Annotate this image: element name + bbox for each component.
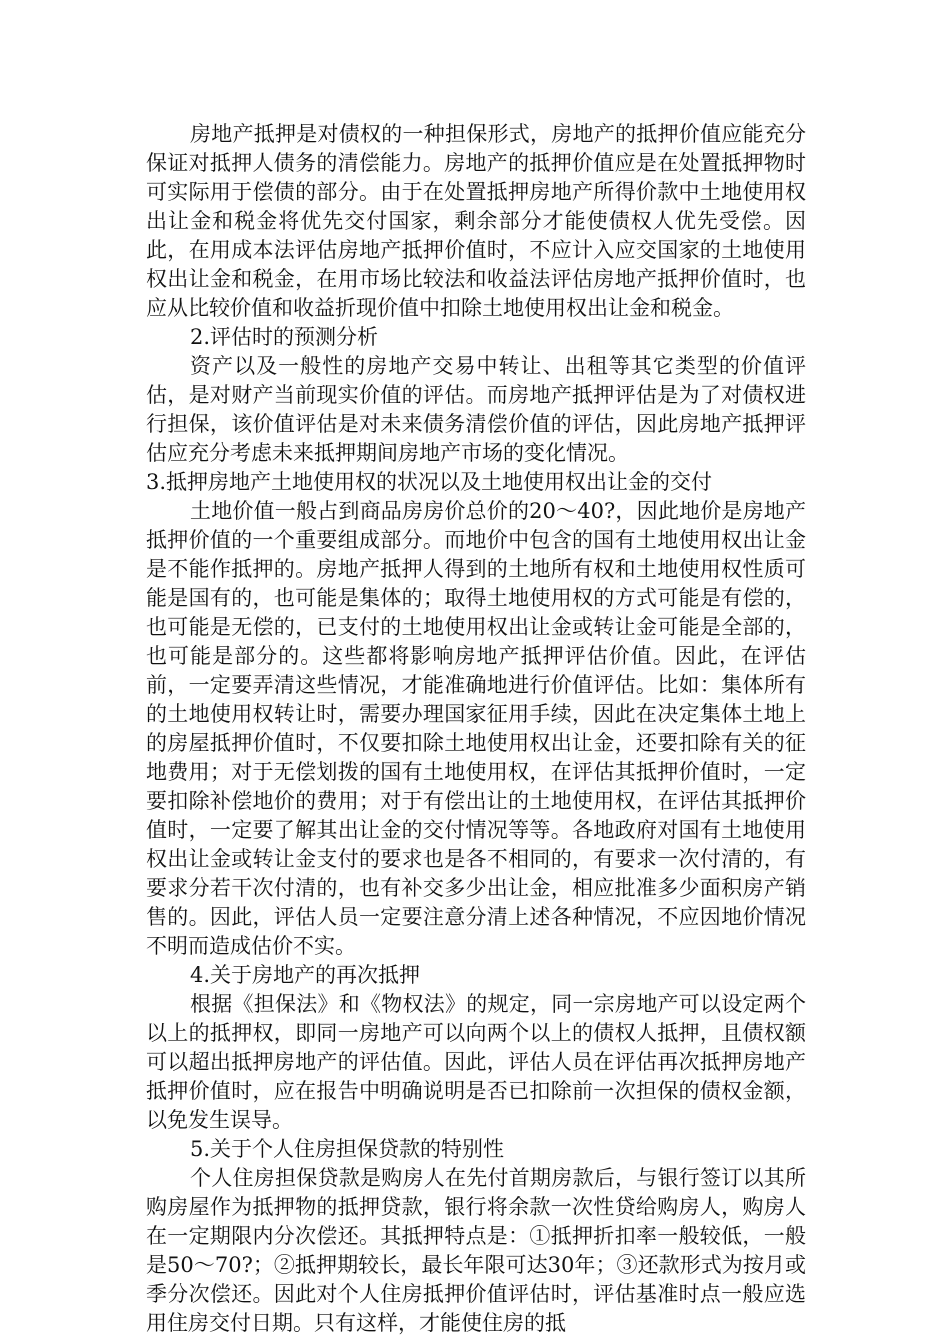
document-body bbox=[146, 120, 806, 1338]
heading-repeat-mortgage: 4.关于房地产的再次抵押 bbox=[190, 963, 421, 987]
paragraph-forecast-analysis: 资产以及一般性的房地产交易中转让、出租等其它类型的价值评估，是对财产当前现实价值的评估。而房地产抵押评估是为了对债权进行担保，该价值评估是对未来债务清偿价值的评估，因此房地产抵押评估应充分考虑未来抵押期间房地产市场的变化情况。 bbox=[146, 354, 806, 465]
heading-personal-housing-loan: 5.关于个人住房担保贷款的特别性 bbox=[190, 1137, 505, 1161]
paragraph-land-use-rights: 土地价值一般占到商品房房价总价的20～40?，因此地价是房地产抵押价值的一个重要组成部分。而地价中包含的国有土地使用权出让金是不能作抵押的。房地产抵押人得到的土地所有权和土地使用权性质可能是国有的，也可能是集体的；取得土地使用权的方式可能是有偿的，也可能是无偿的，已支付的土地使用权出让金或转让金可能是全部的，也可能是部分的。这些都将影响房地产抵押评估价值。因此，在评估前，一定要弄清这些情况，才能准确地进行价值评估。比如：集体所有的土地使用权转让时，需要办理国家征用手续，因此在决定集体土地上的房屋抵押价值时，不仅要扣除土地使用权出让金，还要扣除有关的征地费用；对于无偿划拨的国有土地使用权，在评估其抵押价值时，一定要扣除补偿地价的费用；对于有偿出让的土地使用权，在评估其抵押价值时，一定要了解其出让金的交付情况等等。各地政府对国有土地使用权出让金或转让金支付的要求也是各不相同的，有要求一次付清的，有要求分若干次付清的，也有补交多少出让金，相应批准多少面积房产销售的。因此，评估人员一定要注意分清上述各种情况，不应因地价情况不明而造成估价不实。 bbox=[146, 499, 806, 958]
paragraph-repeat-mortgage: 根据《担保法》和《物权法》的规定，同一宗房地产可以设定两个以上的抵押权，即同一房地产可以向两个以上的债权人抵押，且债权额可以超出抵押房地产的评估值。因此，评估人员在评估再次抵押房地产抵押价值时，应在报告中明确说明是否已扣除前一次担保的债权金额，以免发生误导。 bbox=[146, 992, 806, 1132]
paragraph-personal-housing-loan: 个人住房担保贷款是购房人在先付首期房款后，与银行签订以其所购房屋作为抵押物的抵押贷款，银行将余款一次性贷给购房人，购房人在一定期限内分次偿还。其抵押特点是：①抵押折扣率一般较低，一般是50～70?；②抵押期较长，最长年限可达30年；③还款形式为按月或季分次偿还。因此对个人住房抵押价值评估时，评估基准时点一般应选用住房交付日期。只有这样，才能使住房的抵 bbox=[146, 1166, 806, 1335]
paragraph-valuation-principle: 房地产抵押是对债权的一种担保形式，房地产的抵押价值应能充分保证对抵押人债务的清偿能力。房地产的抵押价值应是在处置抵押物时可实际用于偿债的部分。由于在处置抵押房地产所得价款中土地使用权出让金和税金将优先交付国家，剩余部分才能使债权人优先受偿。因此，在用成本法评估房地产抵押价值时，不应计入应交国家的土地使用权出让金和税金，在用市场比较法和收益法评估房地产抵押价值时，也应从比较价值和收益折现价值中扣除土地使用权出让金和税金。 bbox=[146, 122, 806, 320]
heading-forecast-analysis: 2.评估时的预测分析 bbox=[190, 325, 379, 349]
heading-land-use-rights: 3.抵押房地产土地使用权的状况以及土地使用权出让金的交付 bbox=[146, 470, 713, 494]
